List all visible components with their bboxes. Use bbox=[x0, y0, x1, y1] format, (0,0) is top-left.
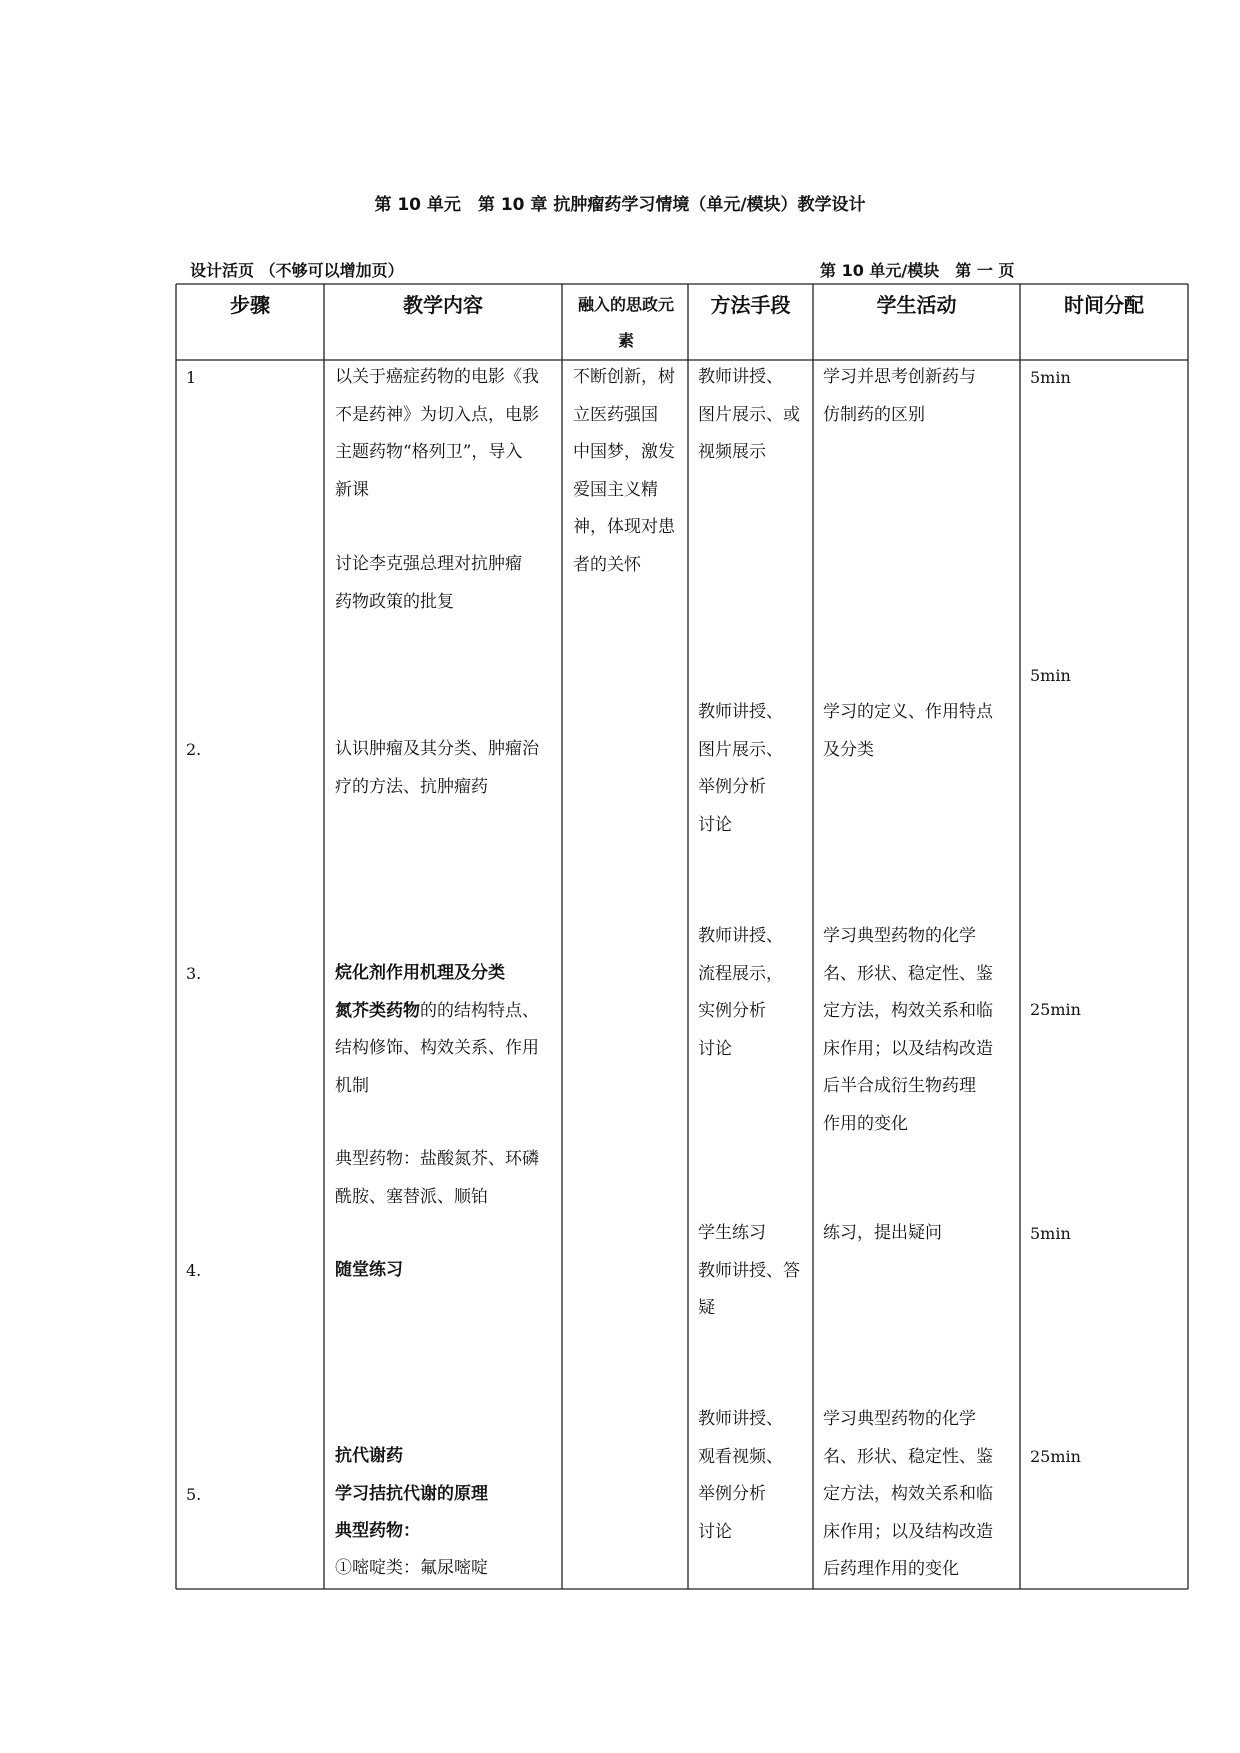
row4-method: 学生练习 教师讲授、答 疑 bbox=[698, 1223, 800, 1318]
row1-activity: 学习并思考创新药与 仿制药的区别 bbox=[823, 367, 976, 425]
page-label: 第 10 单元/模块 第 一 页 bbox=[820, 261, 1015, 280]
row3-content-bold: 氮芥类药物 bbox=[335, 1001, 420, 1021]
row2-method: 教师讲授、 图片展示、 举例分析 讨论 bbox=[698, 702, 783, 835]
row2-step: 2. bbox=[186, 740, 202, 759]
header-activity: 学生活动 bbox=[876, 293, 957, 317]
row3-step: 3. bbox=[186, 964, 202, 983]
row5-step: 5. bbox=[186, 1485, 202, 1504]
row1-ideology: 不断创新，树 立医药强国 中国梦，激发 爱国主义精 神，体现对患 者的关怀 bbox=[573, 367, 675, 575]
row3-activity: 学习典型药物的化学 名、形状、稳定性、鉴 定方法，构效关系和临 床作用；以及结构改造 后半合成衍生物药理 作用的变化 bbox=[823, 926, 993, 1134]
header-ideology: 融入的思政元素 bbox=[577, 295, 674, 350]
row1-method: 教师讲授、 图片展示、或 视频展示 bbox=[698, 367, 800, 462]
row4-activity: 练习，提出疑问 bbox=[823, 1223, 942, 1243]
header-content: 教学内容 bbox=[403, 293, 483, 317]
row4-time: 5min bbox=[1030, 1224, 1071, 1243]
row1-step: 1 bbox=[186, 368, 197, 387]
header-time: 时间分配 bbox=[1064, 293, 1144, 317]
row5-method: 教师讲授、 观看视频、 举例分析 讨论 bbox=[698, 1409, 783, 1542]
row5-content-drug: ①嘧啶类：氟尿嘧啶 bbox=[335, 1558, 488, 1578]
row5-activity: 学习典型药物的化学 名、形状、稳定性、鉴 定方法，构效关系和临 床作用；以及结构改造 后药理作用的变化 bbox=[823, 1409, 993, 1579]
row3-time: 25min bbox=[1030, 1000, 1081, 1019]
row1-time: 5min bbox=[1030, 368, 1071, 387]
row3-content-drugs: 典型药物：盐酸氮芥、环磷 酰胺、塞替派、顺铂 bbox=[335, 1149, 539, 1207]
sheet-label: 设计活页 （不够可以增加页） bbox=[190, 261, 404, 280]
row2-activity: 学习的定义、作用特点 及分类 bbox=[823, 702, 993, 760]
row4-content: 随堂练习 bbox=[335, 1260, 403, 1280]
row1-content: 以关于癌症药物的电影《我 不是药神》为切入点，电影 主题药物“格列卫”，导入 新课 bbox=[335, 367, 539, 500]
row3-content-title: 烷化剂作用机理及分类 bbox=[335, 963, 505, 983]
row2-content: 认识肿瘤及其分类、肿瘤治 疗的方法、抗肿瘤药 bbox=[335, 739, 539, 797]
row3-content-rest: 的的结构特点、 bbox=[420, 1001, 539, 1021]
document-title: 第 10 单元 第 10 章 抗肿瘤药学习情境（单元/模块）教学设计 bbox=[374, 195, 866, 215]
header-method: 方法手段 bbox=[710, 293, 791, 317]
row3-method: 教师讲授、 流程展示， 实例分析 讨论 bbox=[698, 926, 783, 1059]
header-step: 步骤 bbox=[230, 293, 270, 317]
row4-step: 4. bbox=[186, 1261, 202, 1280]
row5-content-heading: 抗代谢药 学习拮抗代谢的原理 典型药物： bbox=[335, 1446, 488, 1541]
row2-time: 5min bbox=[1030, 666, 1071, 685]
row3-content-line bbox=[335, 993, 557, 1031]
row3-content-detail: 结构修饰、构效关系、作用 机制 bbox=[335, 1038, 539, 1096]
row5-time: 25min bbox=[1030, 1447, 1081, 1466]
row1-content-discussion: 讨论李克强总理对抗肿瘤 药物政策的批复 bbox=[335, 554, 522, 612]
